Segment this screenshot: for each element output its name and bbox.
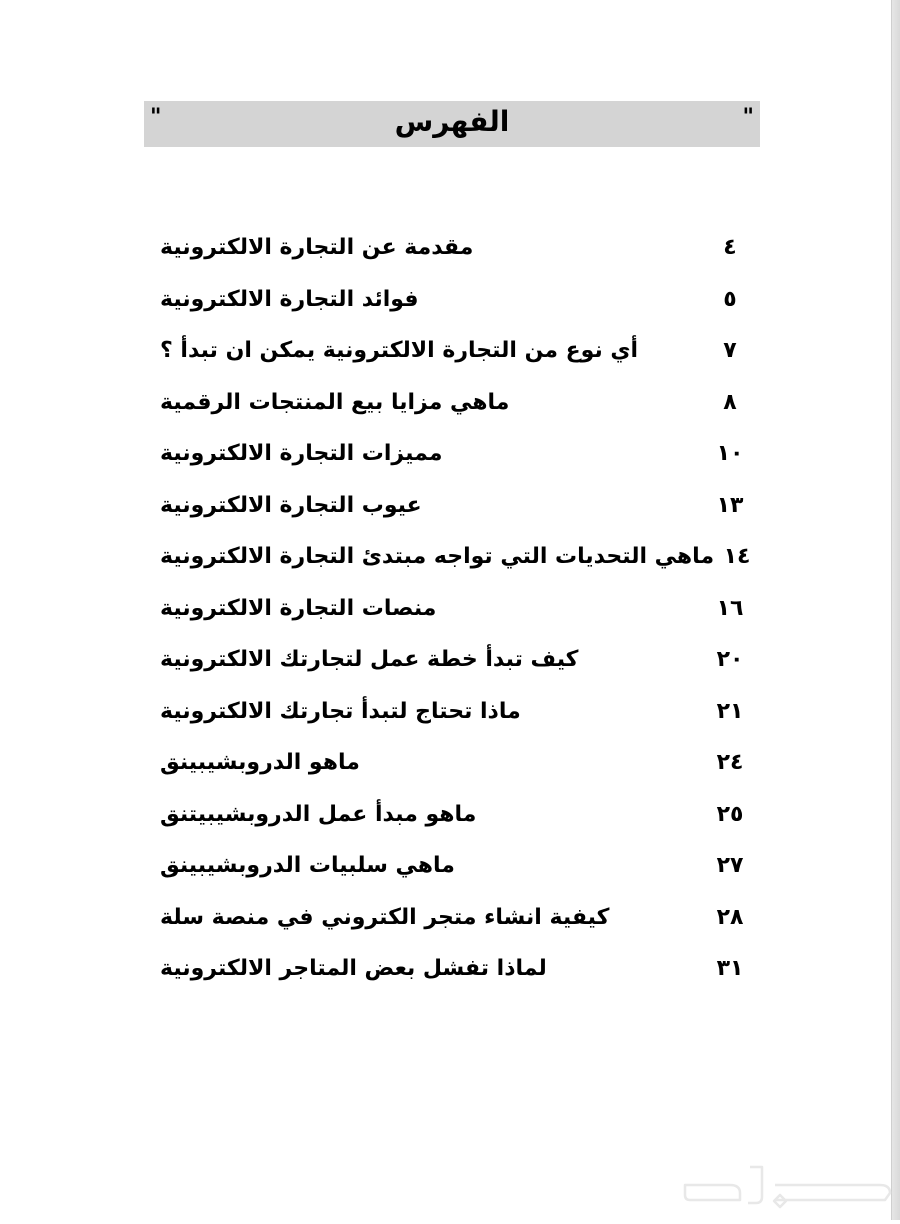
toc-entry-title: فوائد التجارة الالكترونية bbox=[160, 286, 419, 312]
toc-entry-page: ٨ bbox=[723, 389, 737, 415]
haraj-watermark-logo bbox=[680, 1155, 895, 1220]
toc-entry bbox=[160, 428, 760, 480]
toc-entry bbox=[160, 583, 760, 635]
toc-entry bbox=[160, 686, 760, 738]
quote-mark-left: " bbox=[150, 105, 162, 130]
quote-mark-right: " bbox=[742, 105, 754, 130]
page-title: الفهرس bbox=[394, 105, 510, 138]
toc-entry-title: كيفية انشاء متجر الكتروني في منصة سلة bbox=[160, 904, 610, 930]
watermark-logo-icon bbox=[680, 1155, 895, 1220]
toc-entry bbox=[160, 274, 760, 326]
toc-entry-page: ٢١ bbox=[716, 698, 744, 724]
toc-entry bbox=[160, 325, 760, 377]
toc-entry-title: كيف تبدأ خطة عمل لتجارتك الالكترونية bbox=[160, 647, 579, 673]
toc-entry-title: مميزات التجارة الالكترونية bbox=[160, 441, 443, 467]
toc-entry-page: ٢٠ bbox=[716, 647, 744, 673]
toc-entry-title: ماهو الدروبشيبينق bbox=[160, 750, 360, 776]
index-title-bar bbox=[144, 101, 760, 147]
toc-entry-page: ٥ bbox=[723, 286, 737, 312]
toc-entry-title: ماذا تحتاج لتبدأ تجارتك الالكترونية bbox=[160, 698, 521, 724]
toc-entry-title: مقدمة عن التجارة الالكترونية bbox=[160, 235, 474, 261]
toc-entry-page: ٤ bbox=[723, 235, 737, 261]
table-of-contents bbox=[160, 222, 760, 995]
toc-entry-title: ماهي التحديات التي تواجه مبتدئ التجارة الالكترونية bbox=[160, 544, 715, 570]
toc-entry-page: ٢٥ bbox=[716, 801, 744, 827]
toc-entry bbox=[160, 634, 760, 686]
toc-entry-page: ١٣ bbox=[716, 492, 744, 518]
toc-entry-page: ١٤ bbox=[723, 544, 751, 570]
toc-entry-page: ٢٨ bbox=[716, 904, 744, 930]
toc-entry-page: ٢٤ bbox=[716, 750, 744, 776]
toc-entry-page: ١٦ bbox=[716, 595, 744, 621]
toc-entry-title: ماهي سلبيات الدروبشيبينق bbox=[160, 853, 455, 879]
toc-entry-page: ٧ bbox=[723, 338, 737, 364]
toc-entry bbox=[160, 943, 760, 995]
page-edge bbox=[891, 0, 900, 1220]
toc-entry bbox=[160, 531, 760, 583]
toc-entry bbox=[160, 377, 760, 429]
toc-entry-title: ماهو مبدأ عمل الدروبشيبيتنق bbox=[160, 801, 477, 827]
toc-entry-title: أي نوع من التجارة الالكترونية يمكن ان تبدأ ؟ bbox=[160, 338, 639, 364]
toc-entry bbox=[160, 222, 760, 274]
toc-entry-page: ٢٧ bbox=[716, 853, 744, 879]
toc-entry-page: ٣١ bbox=[716, 956, 744, 982]
toc-entry-title: منصات التجارة الالكترونية bbox=[160, 595, 437, 621]
toc-entry-page: ١٠ bbox=[716, 441, 744, 467]
toc-entry-title: ماهي مزايا بيع المنتجات الرقمية bbox=[160, 389, 510, 415]
toc-entry-title: لماذا تفشل بعض المتاجر الالكترونية bbox=[160, 956, 547, 982]
toc-entry bbox=[160, 480, 760, 532]
toc-entry bbox=[160, 789, 760, 841]
toc-entry bbox=[160, 737, 760, 789]
toc-entry bbox=[160, 892, 760, 944]
toc-entry bbox=[160, 840, 760, 892]
toc-entry-title: عيوب التجارة الالكترونية bbox=[160, 492, 422, 518]
